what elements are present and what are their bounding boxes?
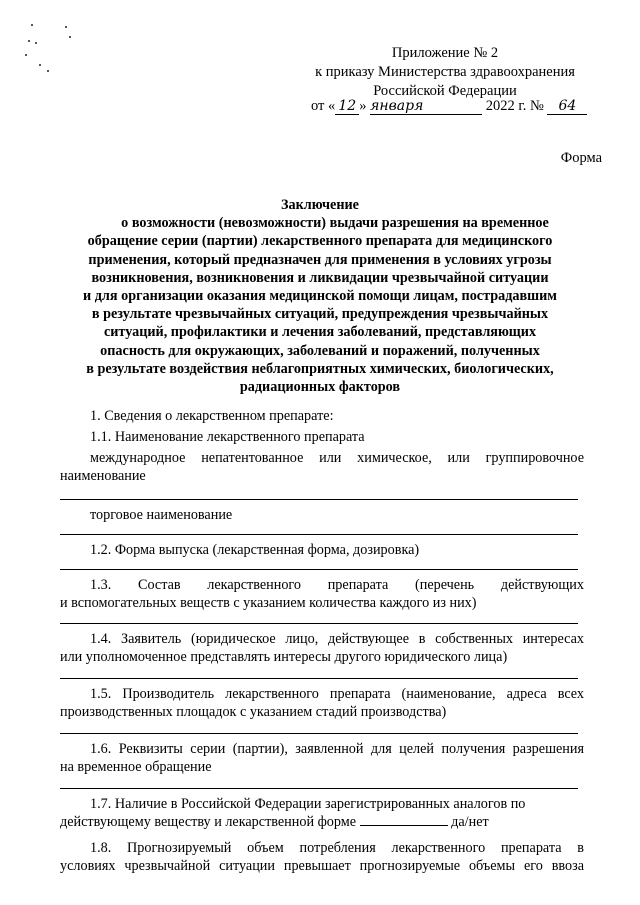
order-date-line xyxy=(311,98,581,115)
form-label: Форма xyxy=(560,150,602,166)
title-line: ситуаций, профилактики и лечения заболеваний, представляющих xyxy=(103,324,537,341)
appendix-order-line: к приказу Министерства здравоохранения xyxy=(315,64,575,80)
yes-no-option: да/нет xyxy=(451,814,489,830)
release-form-fill-line[interactable] xyxy=(60,569,578,570)
appendix-ministry-line: Российской Федерации xyxy=(373,83,517,99)
section-1-3-line2: и вспомогательных веществ с указанием количества каждого из них) xyxy=(60,595,477,611)
section-1-1-label: 1.1. Наименование лекарственного препарата xyxy=(90,429,365,445)
section-1-heading: 1. Сведения о лекарственном препарате: xyxy=(90,408,334,424)
section-1-7-line2 xyxy=(60,813,584,831)
section-1-2-label: 1.2. Форма выпуска (лекарственная форма, дозировка) xyxy=(90,542,420,558)
trade-name-fill-line[interactable] xyxy=(60,534,578,535)
title-line: обращение серии (партии) лекарственного препарата для медицинского xyxy=(87,233,553,250)
trade-name-label: торговое наименование xyxy=(90,507,233,523)
appendix-title: Приложение № 2 xyxy=(391,45,499,61)
form-body xyxy=(60,407,584,875)
section-1-4-line1: 1.4. Заявитель (юридическое лицо, действующее в собственных интересах xyxy=(90,631,584,647)
section-1-6-line2: на временное обращение xyxy=(60,759,212,775)
composition-fill-line[interactable] xyxy=(60,623,578,624)
batch-details-fill-line[interactable] xyxy=(60,788,578,789)
appendix-header xyxy=(300,44,590,101)
section-1-7-label: действующему веществу и лекарственной форме xyxy=(60,814,357,830)
title-line: опасность для окружающих, заболеваний и поражений, полученных xyxy=(100,342,540,359)
section-1-6-line1: 1.6. Реквизиты серии (партии), заявленной для целей получения разрешения xyxy=(90,741,584,757)
date-prefix: от « xyxy=(311,98,336,114)
title-line: и для организации оказания медицинской помощи лицам, пострадавшим xyxy=(83,288,557,305)
section-1-4-line2: или уполномоченное представлять интересы другого юридического лица) xyxy=(60,649,508,665)
applicant-fill-line[interactable] xyxy=(60,678,578,679)
analogs-fill-blank[interactable] xyxy=(360,813,448,826)
title-heading: Заключение xyxy=(281,197,359,213)
section-1-8-line2: условиях чрезвычайной ситуации превышает прогнозируемые объемы его ввоза xyxy=(60,858,584,874)
manufacturer-fill-line[interactable] xyxy=(60,733,578,734)
date-month-handwritten: января xyxy=(370,98,482,115)
section-1-8-line1: 1.8. Прогнозируемый объем потребления лекарственного препарата в xyxy=(90,840,584,856)
section-1-5-line2: производственных площадок с указанием стадий производства) xyxy=(60,704,447,720)
section-1-5-line1: 1.5. Производитель лекарственного препарата (наименование, адреса всех xyxy=(90,686,584,702)
date-mid: » xyxy=(359,98,367,114)
scan-specks xyxy=(25,18,85,88)
title-line: в результате чрезвычайных ситуаций, предупреждения чрезвычайных xyxy=(91,306,549,323)
inn-label-line1: международное непатентованное или химическое, или группировочное xyxy=(90,450,584,466)
inn-fill-line[interactable] xyxy=(60,499,578,500)
title-line: возникновения, возникновения и ликвидации чрезвычайной ситуации xyxy=(91,269,549,286)
order-number-handwritten: 64 xyxy=(547,98,587,115)
title-line: применения, который предназначен для применения в условиях угрозы xyxy=(88,251,552,268)
date-year: 2022 г. № xyxy=(485,98,544,114)
title-line: в результате воздействия неблагоприятных химических, биологических, xyxy=(86,360,554,377)
section-1-3-line1: 1.3. Состав лекарственного препарата (перечень действующих xyxy=(90,577,584,593)
title-line: о возможности (невозможности) выдачи разрешения на временное xyxy=(121,215,549,232)
title-line: радиационных факторов xyxy=(239,379,401,396)
document-title xyxy=(60,196,580,396)
date-day-handwritten: 12 xyxy=(335,98,359,115)
section-1-7-line1: 1.7. Наличие в Российской Федерации зарегистрированных аналогов по xyxy=(90,796,526,812)
inn-label-line2: наименование xyxy=(60,468,146,484)
